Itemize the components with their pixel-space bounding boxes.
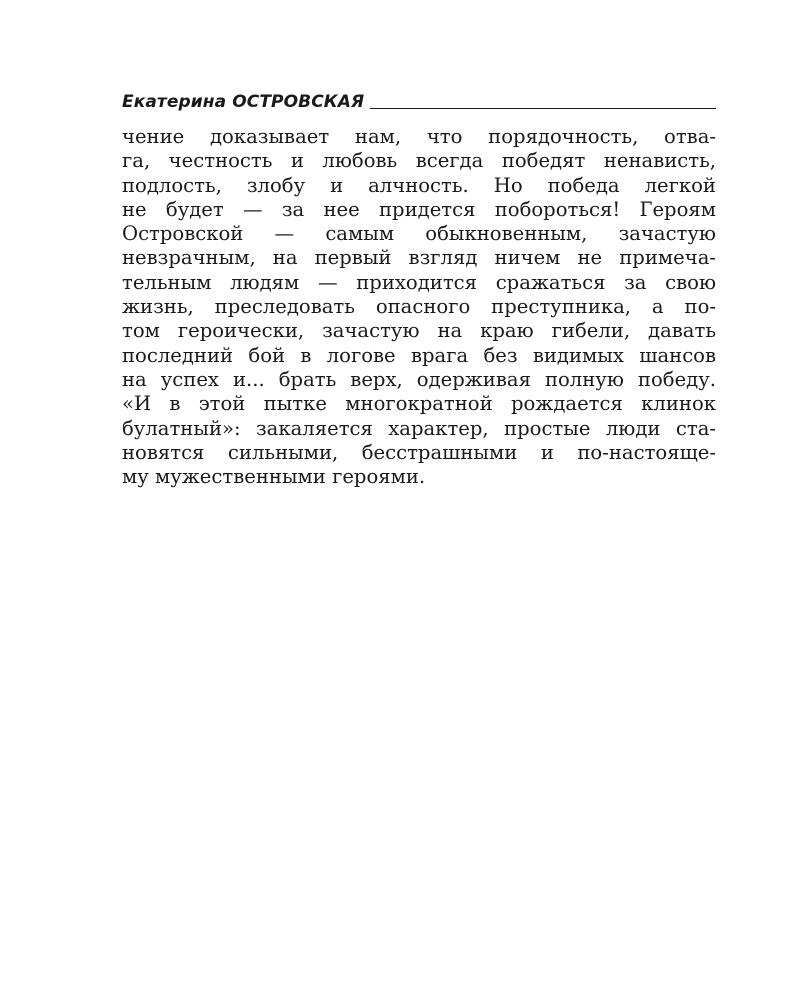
text-line: том героически, зачастую на краю гибели, давать bbox=[122, 319, 716, 343]
text-line: Островской — самым обыкновенным, зачастую bbox=[122, 222, 716, 246]
header-author-name: Екатерина ОСТРОВСКАЯ bbox=[122, 92, 365, 112]
text-line: жизнь, преследовать опасного преступника, а по- bbox=[122, 295, 716, 319]
header-rule bbox=[370, 108, 716, 109]
text-line: му мужественными героями. bbox=[122, 465, 426, 489]
text-line: булатный»: закаляется характер, простые люди ста- bbox=[122, 416, 716, 440]
text-line: тельным людям — приходится сражаться за свою bbox=[122, 270, 716, 294]
text-line: последний бой в логове врага без видимых шансов bbox=[122, 343, 716, 367]
text-line: новятся сильными, бесстрашными и по-настояще- bbox=[122, 440, 716, 464]
text-line: «И в этой пытке многократной рождается клинок bbox=[122, 392, 716, 416]
text-line: невзрачным, на первый взгляд ничем не примеча- bbox=[122, 246, 716, 270]
text-line: подлость, злобу и алчность. Но победа легкой bbox=[122, 173, 716, 197]
text-line: не будет — за нее придется побороться! Героям bbox=[122, 197, 716, 221]
running-header bbox=[122, 88, 716, 112]
body-paragraph bbox=[122, 125, 716, 489]
text-line: га, честность и любовь всегда победят ненависть, bbox=[122, 149, 716, 173]
text-line: на успех и... брать верх, одерживая полную победу. bbox=[122, 367, 716, 391]
text-line: чение доказывает нам, что порядочность, отва- bbox=[122, 125, 716, 148]
